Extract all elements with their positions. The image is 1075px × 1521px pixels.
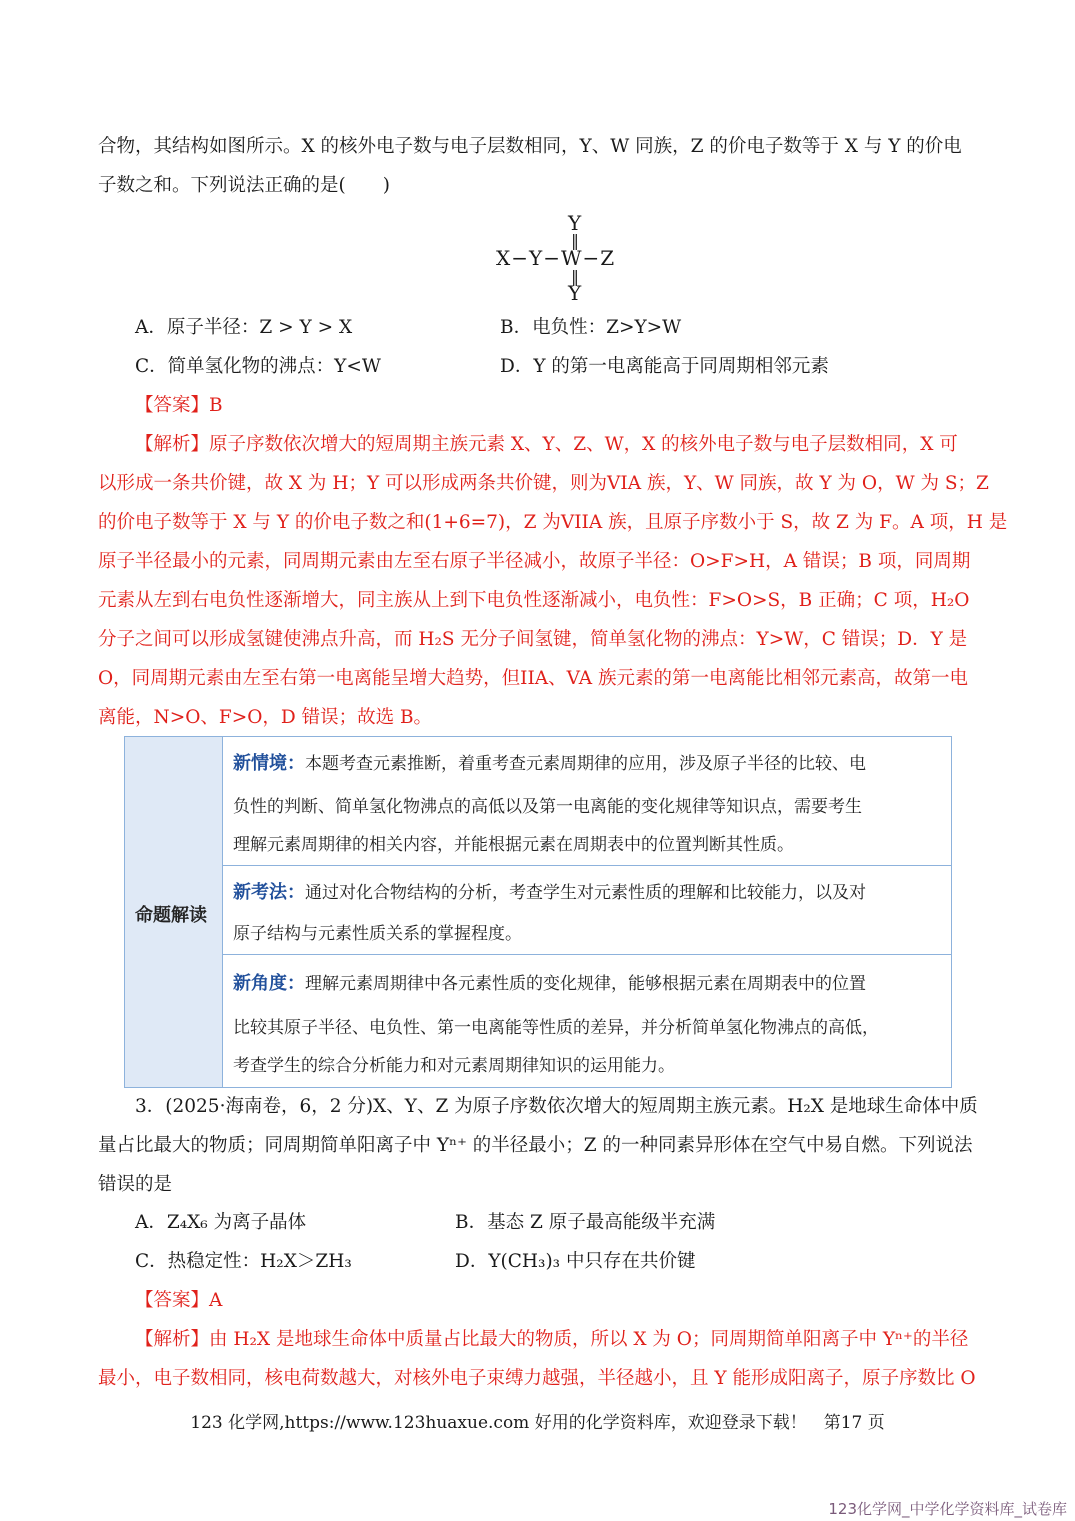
q3-stem-line: 错误的是 (98, 1174, 173, 1195)
intro-line-2: 子数之和。下列说法正确的是( ) (98, 175, 390, 196)
q2-analysis-line: O，同周期元素由左至右第一电离能呈增大趋势，但IIA、VA 族元素的第一电离能比相邻元素高，故第一电 (98, 668, 968, 689)
new-method-heading: 新考法： (233, 882, 305, 903)
q2-option-d: D．Y 的第一电离能高于同周期相邻元素 (500, 356, 829, 377)
new-context-text: 负性的判断、简单氢化物沸点的高低以及第一电离能的变化规律等知识点，需要考生 (233, 797, 862, 817)
q3-option-a: A．Z₄X₆ 为离子晶体 (135, 1212, 307, 1233)
new-method-text: 原子结构与元素性质关系的掌握程度。 (233, 924, 522, 944)
q3-stem-line: 3．(2025·海南卷，6，2 分)X、Y、Z 为原子序数依次增大的短周期主族元素。H₂X 是地球生命体中质 (135, 1096, 978, 1117)
q3-analysis-line: 最小，电子数相同，核电荷数越大，对核外电子束缚力越强，半径越小，且 Y 能形成阳离子，原子序数比 O (98, 1368, 976, 1389)
q3-analysis-line: 【解析】由 H₂X 是地球生命体中质量占比最大的物质，所以 X 为 O；同周期简单阳离子中 Yⁿ⁺的半径 (135, 1329, 969, 1350)
new-context-row (223, 737, 951, 866)
q2-analysis-line: 的价电子数等于 X 与 Y 的价电子数之和(1+6=7)，Z 为VIIA 族，且原子序数小于 S，故 Z 为 F。A 项，H 是 (98, 512, 1008, 533)
structure-top-atom: Y (568, 211, 582, 235)
interpretation-label-cell (125, 737, 223, 1087)
q2-analysis-line: 原子半径最小的元素，同周期元素由左至右原子半径减小，故原子半径：O>F>H，A 错误；B 项，同周期 (98, 551, 971, 572)
new-angle-text: 理解元素周期律中各元素性质的变化规律，能够根据元素在周期表中的位置 (305, 974, 866, 994)
interpretation-box (124, 736, 952, 1088)
structure-double-bond-bottom: ‖ (571, 267, 579, 286)
q2-analysis-line: 分子之间可以形成氢键使沸点升高，而 H₂S 无分子间氢键，简单氢化物的沸点：Y>W，C 错误；D．Y 是 (98, 629, 968, 650)
new-angle-heading: 新角度： (233, 973, 305, 994)
new-context-text: 本题考查元素推断，着重考查元素周期律的应用，涉及原子半径的比较、电 (305, 754, 866, 774)
q3-option-b: B．基态 Z 原子最高能级半充满 (455, 1212, 716, 1233)
interpretation-label: 命题解读 (135, 905, 207, 926)
q3-option-d: D．Y(CH₃)₃ 中只存在共价键 (455, 1251, 696, 1272)
new-angle-text: 考查学生的综合分析能力和对元素周期律知识的运用能力。 (233, 1056, 675, 1076)
q2-analysis-line: 离能，N>O、F>O，D 错误；故选 B。 (98, 707, 433, 728)
q2-analysis-line: 【解析】原子序数依次增大的短周期主族元素 X、Y、Z、W，X 的核外电子数与电子层数相同，X 可 (135, 434, 958, 455)
intro-line-1: 合物，其结构如图所示。X 的核外电子数与电子层数相同，Y、W 同族，Z 的价电子数等于 X 与 Y 的价电 (98, 136, 962, 157)
q2-analysis-line: 以形成一条共价键，故 X 为 H；Y 可以形成两条共价键，则为VIA 族，Y、W 同族，故 Y 为 O，W 为 S；Z (98, 473, 989, 494)
page-footer: 123 化学网,https://www.123huaxue.com 好用的化学资料库，欢迎登录下载！ 第17 页 (190, 1413, 885, 1433)
q2-answer: 【答案】B (135, 395, 223, 416)
q3-answer: 【答案】A (135, 1290, 223, 1311)
structure-bottom-atom: Y (568, 281, 582, 305)
q2-analysis-line: 元素从左到右电负性逐渐增大，同主族从上到下电负性逐渐减小，电负性：F>O>S，B 正确；C 项，H₂O (98, 590, 970, 611)
q2-option-a: A．原子半径：Z > Y > X (135, 317, 353, 338)
new-context-heading: 新情境： (233, 753, 305, 774)
new-context-text: 理解元素周期律的相关内容，并能根据元素在周期表中的位置判断其性质。 (233, 835, 794, 855)
q2-option-c: C．简单氢化物的沸点：Y<W (135, 356, 381, 377)
new-angle-text: 比较其原子半径、电负性、第一电离能等性质的差异，并分析简单氢化物沸点的高低， (233, 1018, 879, 1038)
watermark: 123化学网_中学化学资料库_试卷库 (828, 1500, 1067, 1518)
molecule-structure (490, 210, 640, 305)
q3-stem-line: 量占比最大的物质；同周期简单阳离子中 Yⁿ⁺ 的半径最小；Z 的一种同素异形体在空气中易自燃。下列说法 (98, 1135, 973, 1156)
new-method-row (223, 866, 951, 955)
q3-option-c: C．热稳定性：H₂X＞ZH₃ (135, 1251, 352, 1272)
structure-double-bond-top: ‖ (571, 231, 579, 250)
new-angle-row (223, 955, 951, 1087)
q2-option-b: B．电负性：Z>Y>W (500, 317, 682, 338)
new-method-text: 通过对化合物结构的分析，考查学生对元素性质的理解和比较能力，以及对 (305, 883, 866, 903)
structure-main-chain: X−Y−W−Z (496, 246, 616, 270)
